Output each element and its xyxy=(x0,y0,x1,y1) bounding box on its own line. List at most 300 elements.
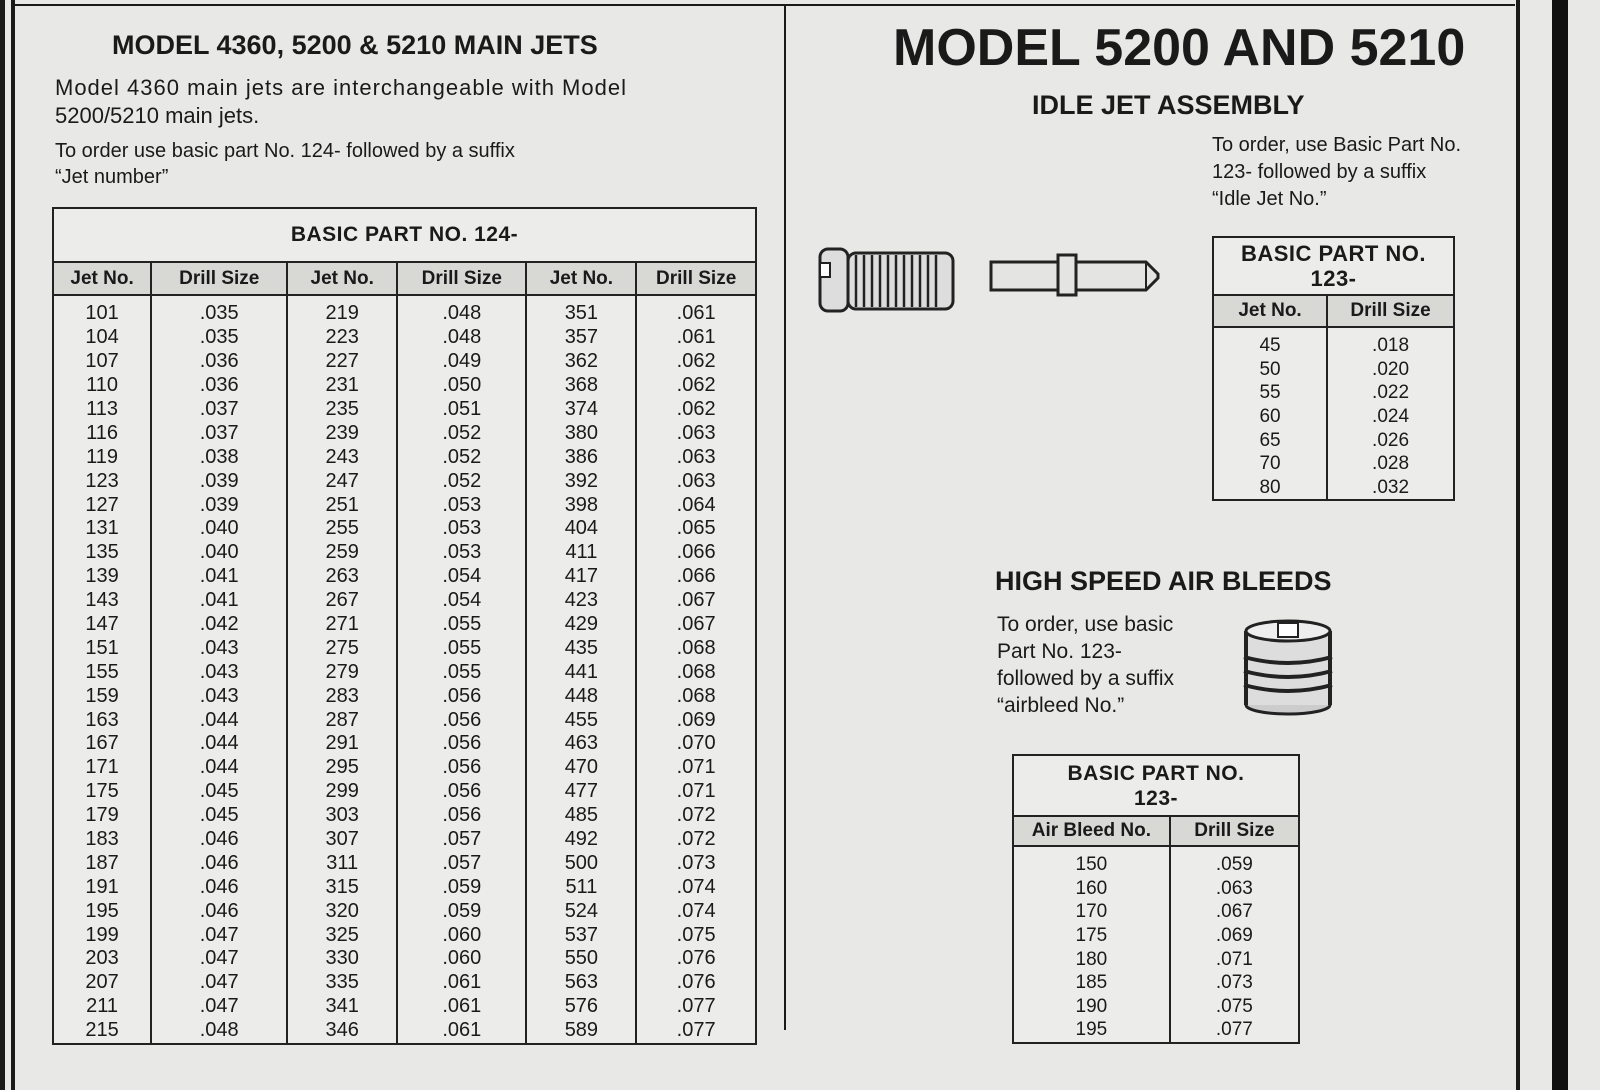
table-row xyxy=(53,660,756,684)
main-jet-number-cell: 113 xyxy=(53,398,151,422)
main-jet-drill-size-cell: .076 xyxy=(636,947,756,971)
air-bleeds-subtitle: HIGH SPEED AIR BLEEDS xyxy=(995,566,1332,596)
main-jet-drill-size-cell: .035 xyxy=(151,295,287,326)
main-jet-drill-size-cell: .036 xyxy=(151,350,287,374)
main-jet-drill-size-cell: .063 xyxy=(636,445,756,469)
main-jet-number-cell: 392 xyxy=(526,469,636,493)
table-row xyxy=(1213,452,1454,476)
main-jet-number-cell: 368 xyxy=(526,374,636,398)
main-jet-number-cell: 463 xyxy=(526,732,636,756)
air-bleed-number-cell: 185 xyxy=(1013,971,1170,995)
main-jet-drill-size-cell: .054 xyxy=(397,565,526,589)
table-row xyxy=(53,971,756,995)
main-jet-number-cell: 470 xyxy=(526,756,636,780)
order-line-2: “Jet number” xyxy=(55,166,169,188)
table-row xyxy=(53,636,756,660)
main-jet-number-cell: 283 xyxy=(287,684,397,708)
table-row xyxy=(53,875,756,899)
main-jet-drill-size-cell: .063 xyxy=(636,421,756,445)
air-bleed-number-cell: 170 xyxy=(1013,900,1170,924)
main-jet-drill-size-cell: .062 xyxy=(636,374,756,398)
main-jets-table xyxy=(52,207,757,1045)
air-bleed-number-cell: 195 xyxy=(1013,1018,1170,1043)
main-jet-number-cell: 335 xyxy=(287,971,397,995)
table-row xyxy=(53,780,756,804)
main-jet-drill-size-cell: .064 xyxy=(636,493,756,517)
table-row xyxy=(53,565,756,589)
main-jet-drill-size-cell: .066 xyxy=(636,565,756,589)
main-jet-drill-size-cell: .056 xyxy=(397,708,526,732)
main-jet-number-cell: 239 xyxy=(287,421,397,445)
intro-line-1: Model 4360 main jets are interchangeable with Model xyxy=(55,75,627,100)
idle-jet-pin-illustration xyxy=(988,252,1163,298)
idle-order-line-2: 123- followed by a suffix xyxy=(1212,161,1427,183)
air-bleed-drill-size-cell: .059 xyxy=(1170,846,1299,877)
air-bleed-drill-size-cell: .063 xyxy=(1170,877,1299,901)
air-bleed-drill-size-cell: .067 xyxy=(1170,900,1299,924)
main-jet-number-cell: 346 xyxy=(287,1019,397,1044)
main-jet-drill-size-cell: .038 xyxy=(151,445,287,469)
air-order-line-3: followed by a suffix xyxy=(997,667,1175,690)
main-jet-number-cell: 524 xyxy=(526,899,636,923)
main-jet-drill-size-cell: .056 xyxy=(397,732,526,756)
main-jet-drill-size-cell: .048 xyxy=(397,295,526,326)
table-row xyxy=(1213,358,1454,382)
main-jet-number-cell: 455 xyxy=(526,708,636,732)
air-bleed-number-cell: 150 xyxy=(1013,846,1170,877)
idle-jet-number-cell: 70 xyxy=(1213,452,1327,476)
main-jet-drill-size-cell: .066 xyxy=(636,541,756,565)
main-jet-number-cell: 374 xyxy=(526,398,636,422)
table-row xyxy=(1013,924,1299,948)
main-jet-drill-size-cell: .046 xyxy=(151,851,287,875)
main-jet-drill-size-cell: .052 xyxy=(397,469,526,493)
main-jet-number-cell: 357 xyxy=(526,326,636,350)
main-jet-drill-size-cell: .050 xyxy=(397,374,526,398)
air-bleed-header-1: Drill Size xyxy=(1170,816,1299,846)
main-jet-drill-size-cell: .060 xyxy=(397,947,526,971)
main-jet-number-cell: 235 xyxy=(287,398,397,422)
main-jet-number-cell: 107 xyxy=(53,350,151,374)
main-jet-drill-size-cell: .070 xyxy=(636,732,756,756)
main-jet-number-cell: 485 xyxy=(526,804,636,828)
main-jet-number-cell: 203 xyxy=(53,947,151,971)
table-row xyxy=(53,350,756,374)
main-jet-drill-size-cell: .053 xyxy=(397,541,526,565)
main-jet-drill-size-cell: .062 xyxy=(636,398,756,422)
main-jet-number-cell: 477 xyxy=(526,780,636,804)
air-table-caption-line-1: BASIC PART NO. xyxy=(1067,761,1245,785)
main-jet-drill-size-cell: .046 xyxy=(151,875,287,899)
idle-jet-illustration xyxy=(818,243,958,318)
main-jet-number-cell: 195 xyxy=(53,899,151,923)
table-row xyxy=(1213,327,1454,358)
main-jet-number-cell: 299 xyxy=(287,780,397,804)
main-jet-number-cell: 492 xyxy=(526,828,636,852)
main-jet-drill-size-cell: .071 xyxy=(636,756,756,780)
main-jet-drill-size-cell: .057 xyxy=(397,828,526,852)
main-jet-drill-size-cell: .055 xyxy=(397,636,526,660)
main-jet-drill-size-cell: .048 xyxy=(151,1019,287,1044)
main-jet-drill-size-cell: .074 xyxy=(636,875,756,899)
main-jet-drill-size-cell: .063 xyxy=(636,469,756,493)
idle-jet-subtitle: IDLE JET ASSEMBLY xyxy=(1032,90,1305,120)
main-jet-drill-size-cell: .055 xyxy=(397,660,526,684)
table-row xyxy=(53,295,756,326)
table-row xyxy=(53,995,756,1019)
main-jet-number-cell: 163 xyxy=(53,708,151,732)
main-jet-drill-size-cell: .041 xyxy=(151,589,287,613)
idle-jet-number-cell: 80 xyxy=(1213,476,1327,501)
main-jet-drill-size-cell: .074 xyxy=(636,899,756,923)
main-jet-drill-size-cell: .044 xyxy=(151,756,287,780)
main-jet-drill-size-cell: .036 xyxy=(151,374,287,398)
main-jet-number-cell: 500 xyxy=(526,851,636,875)
table-row xyxy=(53,804,756,828)
main-jet-number-cell: 311 xyxy=(287,851,397,875)
main-jet-drill-size-cell: .037 xyxy=(151,398,287,422)
idle-jet-number-cell: 45 xyxy=(1213,327,1327,358)
main-jet-number-cell: 279 xyxy=(287,660,397,684)
main-jet-number-cell: 291 xyxy=(287,732,397,756)
main-jet-number-cell: 303 xyxy=(287,804,397,828)
main-jet-drill-size-cell: .077 xyxy=(636,1019,756,1044)
main-jet-drill-size-cell: .059 xyxy=(397,875,526,899)
main-jet-drill-size-cell: .071 xyxy=(636,780,756,804)
main-jet-number-cell: 380 xyxy=(526,421,636,445)
table-row xyxy=(53,899,756,923)
main-jet-number-cell: 131 xyxy=(53,517,151,541)
main-jet-drill-size-cell: .068 xyxy=(636,636,756,660)
main-jet-drill-size-cell: .045 xyxy=(151,804,287,828)
main-jet-drill-size-cell: .047 xyxy=(151,971,287,995)
air-bleed-drill-size-cell: .069 xyxy=(1170,924,1299,948)
main-jet-number-cell: 171 xyxy=(53,756,151,780)
idle-jet-number-cell: 55 xyxy=(1213,381,1327,405)
left-border xyxy=(0,0,5,1090)
main-jet-number-cell: 411 xyxy=(526,541,636,565)
idle-jet-drill-size-cell: .028 xyxy=(1327,452,1454,476)
main-jet-number-cell: 362 xyxy=(526,350,636,374)
main-jet-drill-size-cell: .072 xyxy=(636,828,756,852)
main-jet-number-cell: 101 xyxy=(53,295,151,326)
main-jet-number-cell: 255 xyxy=(287,517,397,541)
main-jet-drill-size-cell: .056 xyxy=(397,780,526,804)
main-jet-drill-size-cell: .061 xyxy=(636,326,756,350)
main-jet-number-cell: 116 xyxy=(53,421,151,445)
table-row xyxy=(53,589,756,613)
table-row xyxy=(1013,971,1299,995)
main-table-caption: BASIC PART NO. 124- xyxy=(53,208,756,262)
main-jet-header-1: Drill Size xyxy=(151,262,287,295)
main-jet-drill-size-cell: .068 xyxy=(636,684,756,708)
table-row xyxy=(1013,995,1299,1019)
main-jet-number-cell: 287 xyxy=(287,708,397,732)
main-jet-drill-size-cell: .043 xyxy=(151,636,287,660)
main-jet-number-cell: 147 xyxy=(53,613,151,637)
main-jet-drill-size-cell: .073 xyxy=(636,851,756,875)
main-jet-number-cell: 441 xyxy=(526,660,636,684)
air-table-caption-line-2: 123- xyxy=(1133,786,1179,810)
idle-jet-drill-size-cell: .026 xyxy=(1327,428,1454,452)
table-row xyxy=(1213,428,1454,452)
main-jet-drill-size-cell: .067 xyxy=(636,589,756,613)
main-jet-drill-size-cell: .042 xyxy=(151,613,287,637)
table-row xyxy=(53,732,756,756)
main-jet-number-cell: 315 xyxy=(287,875,397,899)
air-order-line-4: “airbleed No.” xyxy=(997,694,1125,717)
main-jet-number-cell: 247 xyxy=(287,469,397,493)
main-jet-drill-size-cell: .052 xyxy=(397,445,526,469)
main-jet-number-cell: 550 xyxy=(526,947,636,971)
main-jet-drill-size-cell: .068 xyxy=(636,660,756,684)
main-jet-number-cell: 211 xyxy=(53,995,151,1019)
center-divider xyxy=(784,6,786,1030)
idle-jet-drill-size-cell: .020 xyxy=(1327,358,1454,382)
table-row xyxy=(1213,381,1454,405)
main-jet-number-cell: 320 xyxy=(287,899,397,923)
air-bleed-number-cell: 175 xyxy=(1013,924,1170,948)
main-jet-number-cell: 219 xyxy=(287,295,397,326)
main-jet-number-cell: 417 xyxy=(526,565,636,589)
main-jet-drill-size-cell: .075 xyxy=(636,923,756,947)
main-jet-number-cell: 155 xyxy=(53,660,151,684)
main-jet-drill-size-cell: .056 xyxy=(397,804,526,828)
main-jet-drill-size-cell: .040 xyxy=(151,541,287,565)
main-jet-number-cell: 110 xyxy=(53,374,151,398)
table-row xyxy=(53,493,756,517)
air-bleed-number-cell: 160 xyxy=(1013,877,1170,901)
table-row xyxy=(53,828,756,852)
main-jet-number-cell: 104 xyxy=(53,326,151,350)
main-jet-drill-size-cell: .069 xyxy=(636,708,756,732)
main-jet-drill-size-cell: .046 xyxy=(151,899,287,923)
main-jet-drill-size-cell: .060 xyxy=(397,923,526,947)
main-jet-drill-size-cell: .039 xyxy=(151,469,287,493)
table-row xyxy=(53,398,756,422)
main-jet-drill-size-cell: .061 xyxy=(636,295,756,326)
main-jet-drill-size-cell: .041 xyxy=(151,565,287,589)
main-jet-drill-size-cell: .043 xyxy=(151,660,287,684)
main-jet-drill-size-cell: .044 xyxy=(151,708,287,732)
idle-order-line-3: “Idle Jet No.” xyxy=(1212,188,1327,210)
table-row xyxy=(1013,1018,1299,1043)
table-row xyxy=(53,469,756,493)
main-jet-number-cell: 123 xyxy=(53,469,151,493)
main-jet-drill-size-cell: .067 xyxy=(636,613,756,637)
main-jet-header-5: Drill Size xyxy=(636,262,756,295)
table-row xyxy=(1013,846,1299,877)
table-row xyxy=(1213,405,1454,429)
table-row xyxy=(53,421,756,445)
main-jet-number-cell: 207 xyxy=(53,971,151,995)
main-jet-drill-size-cell: .061 xyxy=(397,995,526,1019)
table-row xyxy=(53,708,756,732)
main-jet-number-cell: 191 xyxy=(53,875,151,899)
main-jet-drill-size-cell: .051 xyxy=(397,398,526,422)
main-jet-number-cell: 341 xyxy=(287,995,397,1019)
main-jet-number-cell: 429 xyxy=(526,613,636,637)
main-jet-drill-size-cell: .053 xyxy=(397,493,526,517)
main-jet-drill-size-cell: .057 xyxy=(397,851,526,875)
main-jet-number-cell: 119 xyxy=(53,445,151,469)
main-jet-number-cell: 231 xyxy=(287,374,397,398)
main-jets-title: MODEL 4360, 5200 & 5210 MAIN JETS xyxy=(112,30,598,60)
model-title: MODEL 5200 AND 5210 xyxy=(893,19,1466,77)
idle-jet-drill-size-cell: .022 xyxy=(1327,381,1454,405)
main-jet-number-cell: 159 xyxy=(53,684,151,708)
air-order-line-1: To order, use basic xyxy=(997,613,1174,636)
main-jet-number-cell: 143 xyxy=(53,589,151,613)
table-row xyxy=(1013,877,1299,901)
main-jet-number-cell: 267 xyxy=(287,589,397,613)
table-row xyxy=(53,684,756,708)
main-jet-number-cell: 251 xyxy=(287,493,397,517)
right-border xyxy=(1516,0,1520,1090)
main-jet-drill-size-cell: .052 xyxy=(397,421,526,445)
main-jet-drill-size-cell: .061 xyxy=(397,971,526,995)
order-line-1: To order use basic part No. 124- followed by a suffix xyxy=(55,140,515,162)
main-jet-number-cell: 404 xyxy=(526,517,636,541)
main-jet-number-cell: 386 xyxy=(526,445,636,469)
main-jet-drill-size-cell: .054 xyxy=(397,589,526,613)
table-row xyxy=(53,1019,756,1044)
air-bleed-header-0: Air Bleed No. xyxy=(1013,816,1170,846)
air-order-line-2: Part No. 123- xyxy=(997,640,1122,663)
table-row xyxy=(1013,900,1299,924)
main-jet-drill-size-cell: .059 xyxy=(397,899,526,923)
main-jet-number-cell: 183 xyxy=(53,828,151,852)
main-jet-drill-size-cell: .048 xyxy=(397,326,526,350)
table-row xyxy=(53,851,756,875)
main-jet-number-cell: 295 xyxy=(287,756,397,780)
air-bleed-number-cell: 190 xyxy=(1013,995,1170,1019)
main-jet-number-cell: 351 xyxy=(526,295,636,326)
main-jet-number-cell: 127 xyxy=(53,493,151,517)
idle-jet-number-cell: 50 xyxy=(1213,358,1327,382)
air-bleed-illustration xyxy=(1240,617,1336,717)
main-jet-header-0: Jet No. xyxy=(53,262,151,295)
main-jet-drill-size-cell: .045 xyxy=(151,780,287,804)
table-row xyxy=(53,445,756,469)
left-border-inner xyxy=(11,0,15,1090)
main-jet-number-cell: 199 xyxy=(53,923,151,947)
main-jet-number-cell: 448 xyxy=(526,684,636,708)
main-jet-number-cell: 139 xyxy=(53,565,151,589)
table-row xyxy=(53,326,756,350)
main-jet-header-4: Jet No. xyxy=(526,262,636,295)
air-bleed-drill-size-cell: .075 xyxy=(1170,995,1299,1019)
main-jet-number-cell: 135 xyxy=(53,541,151,565)
air-bleed-drill-size-cell: .071 xyxy=(1170,947,1299,971)
main-jet-number-cell: 589 xyxy=(526,1019,636,1044)
main-jet-number-cell: 263 xyxy=(287,565,397,589)
table-row xyxy=(53,517,756,541)
idle-jet-drill-size-cell: .024 xyxy=(1327,405,1454,429)
main-jet-drill-size-cell: .049 xyxy=(397,350,526,374)
table-row xyxy=(53,374,756,398)
idle-jet-number-cell: 65 xyxy=(1213,428,1327,452)
main-jet-drill-size-cell: .039 xyxy=(151,493,287,517)
table-row xyxy=(53,613,756,637)
main-jet-number-cell: 175 xyxy=(53,780,151,804)
main-jet-number-cell: 307 xyxy=(287,828,397,852)
main-jet-drill-size-cell: .076 xyxy=(636,971,756,995)
table-row xyxy=(1213,476,1454,501)
idle-table-caption-line-2: 123- xyxy=(1310,266,1357,291)
main-jet-number-cell: 227 xyxy=(287,350,397,374)
main-jet-drill-size-cell: .044 xyxy=(151,732,287,756)
table-row xyxy=(1013,947,1299,971)
main-jet-number-cell: 511 xyxy=(526,875,636,899)
main-jet-number-cell: 398 xyxy=(526,493,636,517)
main-jet-drill-size-cell: .047 xyxy=(151,947,287,971)
table-row xyxy=(53,947,756,971)
main-jet-drill-size-cell: .037 xyxy=(151,421,287,445)
main-jet-number-cell: 563 xyxy=(526,971,636,995)
main-jet-number-cell: 167 xyxy=(53,732,151,756)
main-jet-drill-size-cell: .061 xyxy=(397,1019,526,1044)
main-jet-header-2: Jet No. xyxy=(287,262,397,295)
main-jet-drill-size-cell: .056 xyxy=(397,684,526,708)
main-jet-drill-size-cell: .077 xyxy=(636,995,756,1019)
main-jet-drill-size-cell: .062 xyxy=(636,350,756,374)
main-jet-number-cell: 187 xyxy=(53,851,151,875)
main-jet-drill-size-cell: .056 xyxy=(397,756,526,780)
main-jet-drill-size-cell: .046 xyxy=(151,828,287,852)
main-jet-drill-size-cell: .043 xyxy=(151,684,287,708)
right-border-outer xyxy=(1552,0,1568,1090)
main-jet-drill-size-cell: .047 xyxy=(151,923,287,947)
idle-jet-header-0: Jet No. xyxy=(1213,295,1327,327)
idle-jet-table xyxy=(1212,236,1455,501)
main-jet-number-cell: 537 xyxy=(526,923,636,947)
main-jet-number-cell: 275 xyxy=(287,636,397,660)
main-jet-header-3: Drill Size xyxy=(397,262,526,295)
idle-jet-number-cell: 60 xyxy=(1213,405,1327,429)
main-jet-number-cell: 215 xyxy=(53,1019,151,1044)
main-jet-number-cell: 223 xyxy=(287,326,397,350)
idle-order-line-1: To order, use Basic Part No. xyxy=(1212,134,1462,156)
main-jet-number-cell: 330 xyxy=(287,947,397,971)
top-rule xyxy=(15,4,1515,6)
idle-jet-drill-size-cell: .018 xyxy=(1327,327,1454,358)
main-jet-number-cell: 179 xyxy=(53,804,151,828)
main-jet-number-cell: 576 xyxy=(526,995,636,1019)
main-jet-drill-size-cell: .040 xyxy=(151,517,287,541)
air-bleed-drill-size-cell: .073 xyxy=(1170,971,1299,995)
idle-table-caption-line-1: BASIC PART NO. xyxy=(1240,241,1427,266)
intro-line-2: 5200/5210 main jets. xyxy=(55,103,260,128)
main-jet-number-cell: 259 xyxy=(287,541,397,565)
main-jet-number-cell: 325 xyxy=(287,923,397,947)
main-jet-number-cell: 423 xyxy=(526,589,636,613)
main-jet-drill-size-cell: .072 xyxy=(636,804,756,828)
main-jet-number-cell: 435 xyxy=(526,636,636,660)
main-jet-number-cell: 271 xyxy=(287,613,397,637)
table-row xyxy=(53,923,756,947)
main-jet-drill-size-cell: .055 xyxy=(397,613,526,637)
air-bleed-number-cell: 180 xyxy=(1013,947,1170,971)
table-row xyxy=(53,541,756,565)
main-jet-drill-size-cell: .047 xyxy=(151,995,287,1019)
table-row xyxy=(53,756,756,780)
idle-jet-header-1: Drill Size xyxy=(1327,295,1454,327)
main-jet-number-cell: 151 xyxy=(53,636,151,660)
main-jet-drill-size-cell: .065 xyxy=(636,517,756,541)
idle-jet-drill-size-cell: .032 xyxy=(1327,476,1454,501)
main-jet-drill-size-cell: .035 xyxy=(151,326,287,350)
